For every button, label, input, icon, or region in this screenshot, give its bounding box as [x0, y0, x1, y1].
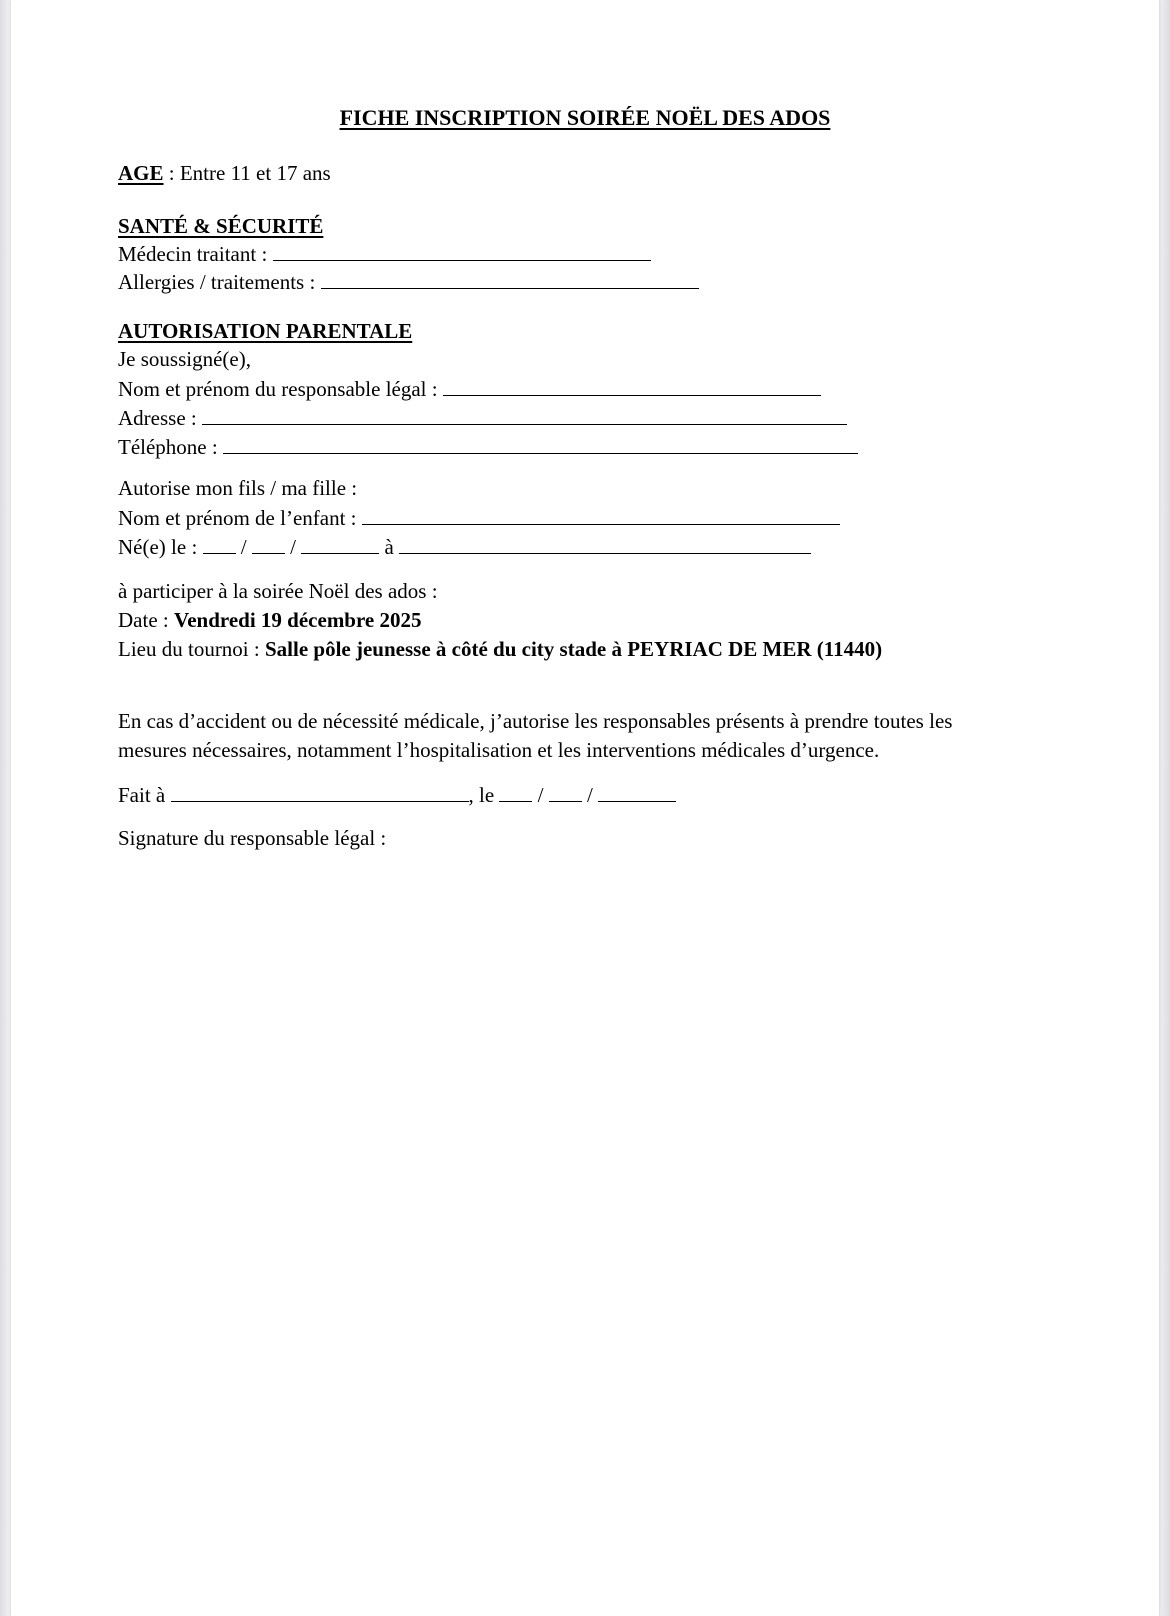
sante-heading: SANTÉ & SÉCURITÉ — [118, 214, 324, 238]
adresse-field[interactable] — [202, 404, 847, 425]
telephone-line — [118, 433, 858, 460]
naissance-jour-field[interactable] — [203, 533, 236, 554]
age-line — [118, 160, 331, 186]
autorise-text: Autorise mon fils / ma fille : — [118, 476, 358, 500]
date-value: Vendredi 19 décembre 2025 — [173, 608, 422, 632]
allergies-label: Allergies / traitements : — [118, 270, 316, 294]
adresse-line — [118, 404, 847, 431]
fait-mois-field[interactable] — [549, 781, 582, 802]
le-label: , le — [468, 783, 495, 807]
form-title: FICHE INSCRIPTION SOIRÉE NOËL DES ADOS — [339, 105, 831, 130]
date-separator: / — [240, 535, 247, 559]
fait-jour-field[interactable] — [499, 781, 532, 802]
allergies-line — [118, 268, 699, 295]
age-text: : Entre 11 et 17 ans — [163, 161, 331, 185]
fait-annee-field[interactable] — [598, 781, 676, 802]
nom-responsable-line — [118, 375, 821, 402]
naissance-annee-field[interactable] — [301, 533, 379, 554]
date-label: Date : — [118, 608, 174, 632]
date-separator: / — [290, 535, 296, 559]
lieu-naissance-field[interactable] — [399, 533, 811, 554]
lieu-line — [118, 636, 882, 662]
lieu-label: Lieu du tournoi : — [118, 637, 265, 661]
date-line — [118, 607, 422, 633]
a-label: à — [384, 535, 394, 559]
nom-enfant-field[interactable] — [362, 504, 840, 525]
fait-label: Fait à — [118, 783, 166, 807]
medecin-label: Médecin traitant : — [118, 242, 268, 266]
autorisation-heading: AUTORISATION PARENTALE — [118, 319, 413, 343]
nom-responsable-field[interactable] — [443, 375, 821, 396]
signature-label: Signature du responsable légal : — [118, 826, 387, 850]
telephone-field[interactable] — [223, 433, 858, 454]
medecin-line — [118, 240, 651, 267]
nom-enfant-line — [118, 504, 840, 531]
naissance-line — [118, 533, 811, 560]
fait-line — [118, 781, 676, 808]
adresse-label: Adresse : — [118, 406, 197, 430]
age-label: AGE — [118, 161, 164, 185]
lieu-value: Salle pôle jeunesse à côté du city stade à PEYRIAC DE MER (11440) — [264, 637, 883, 661]
telephone-label: Téléphone : — [118, 435, 218, 459]
date-separator: / — [537, 783, 544, 807]
naissance-mois-field[interactable] — [252, 533, 285, 554]
fait-lieu-field[interactable] — [171, 781, 469, 802]
allergies-field[interactable] — [321, 268, 699, 289]
nom-enfant-label: Nom et prénom de l’enfant : — [118, 506, 357, 530]
participer-text: à participer à la soirée Noël des ados : — [118, 579, 438, 603]
soussigne-text: Je soussigné(e), — [118, 347, 251, 371]
accident-line-2: mesures nécessaires, notamment l’hospitalisation et les interventions médicales d’urgence. — [118, 738, 880, 762]
medecin-field[interactable] — [273, 240, 651, 261]
ne-le-label: Né(e) le : — [118, 535, 198, 559]
accident-line-1: En cas d’accident ou de nécessité médicale, j’autorise les responsables présents à prendre toutes les — [118, 709, 953, 733]
date-separator: / — [587, 783, 593, 807]
nom-responsable-label: Nom et prénom du responsable légal : — [118, 377, 438, 401]
